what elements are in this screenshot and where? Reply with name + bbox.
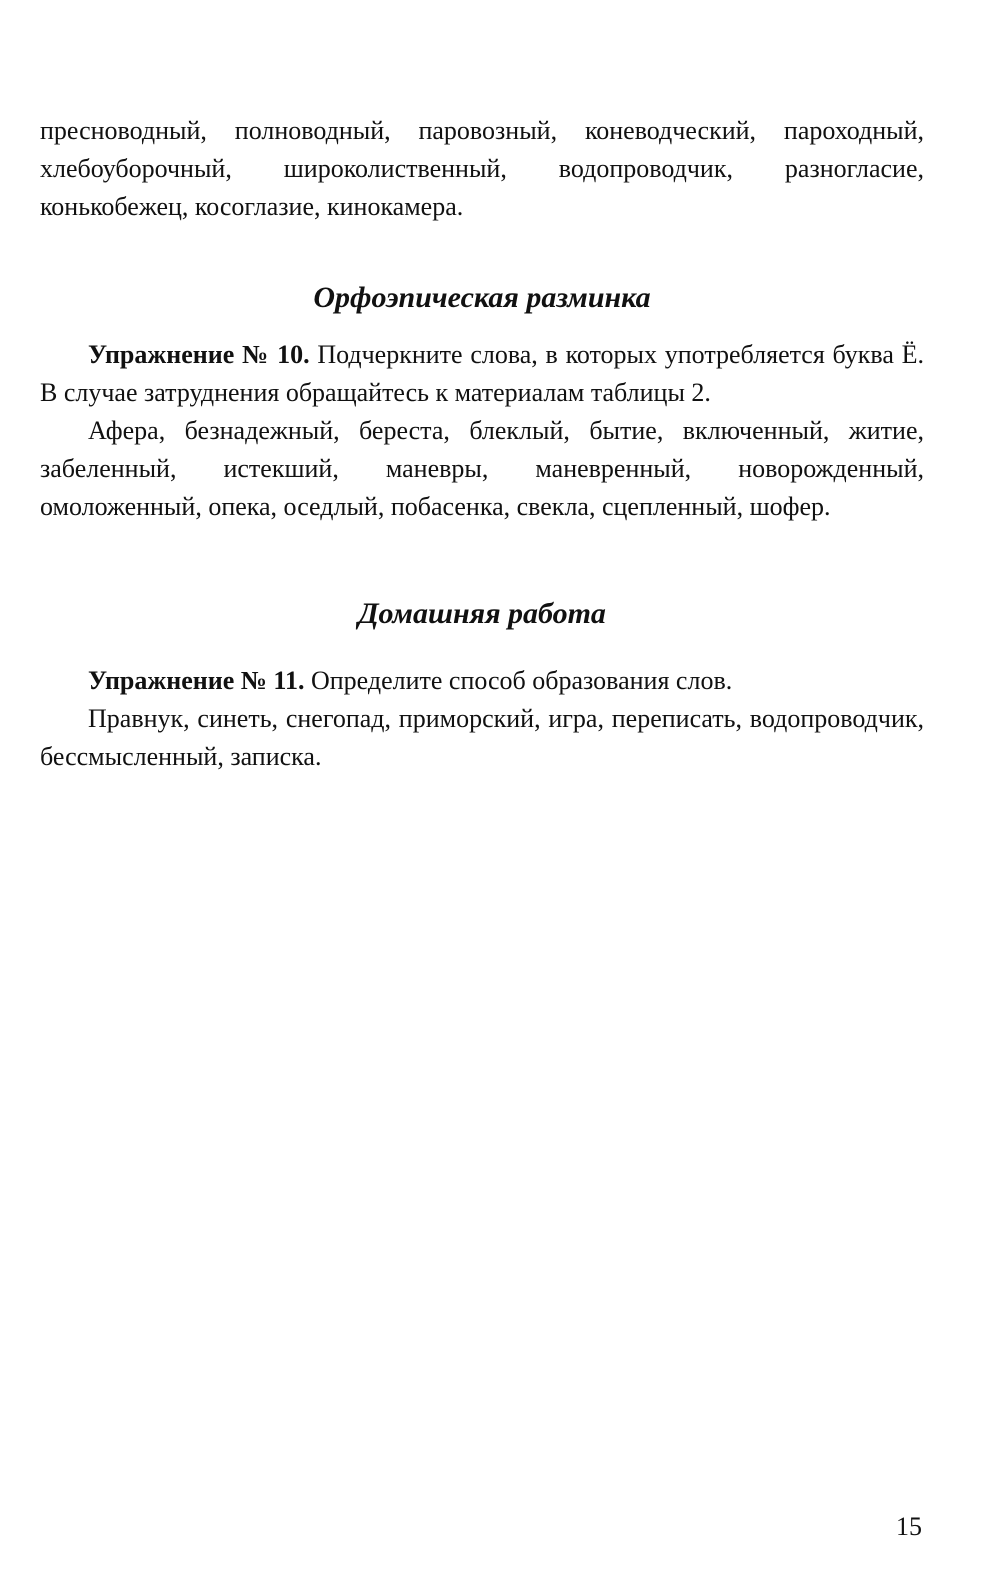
- section-heading-orthoepic-warmup: Орфоэпическая разминка: [313, 281, 651, 314]
- exercise-10-task: [40, 336, 924, 412]
- section-heading-homework: Домашняя работа: [358, 597, 606, 630]
- exercise-11-instruction: Определите способ образования слов.: [304, 666, 733, 695]
- exercise-10-instruction: Подчеркните слова, в которых употребляется буква Ё. В случае затруднения обращайтесь к материалам таблицы 2.: [40, 340, 924, 407]
- exercise-11-word-list: Правнук, синеть, снегопад, приморский, игра, переписать, водопроводчик, бессмысленный, записка.: [40, 704, 924, 771]
- exercise-11-label: Упражнение № 11.: [88, 666, 305, 695]
- page-number: 15: [896, 1512, 922, 1541]
- exercise-11-task: [40, 662, 924, 700]
- exercise-10-word-list: Афера, безнадежный, береста, блеклый, бытие, включенный, житие, забеленный, истекший, маневры, маневренный, новорожденный, омоложенный, опека, оседлый, побасенка, свекла, сцепленный, шофер.: [40, 416, 924, 521]
- intro-word-list: пресноводный, полноводный, паровозный, коневодческий, пароходный, хлебоуборочный, широколиственный, водопроводчик, разногласие, конькобежец, косоглазие, кинокамера.: [40, 116, 924, 221]
- exercise-10-label: Упражнение № 10.: [88, 340, 310, 369]
- page-content: [40, 112, 924, 776]
